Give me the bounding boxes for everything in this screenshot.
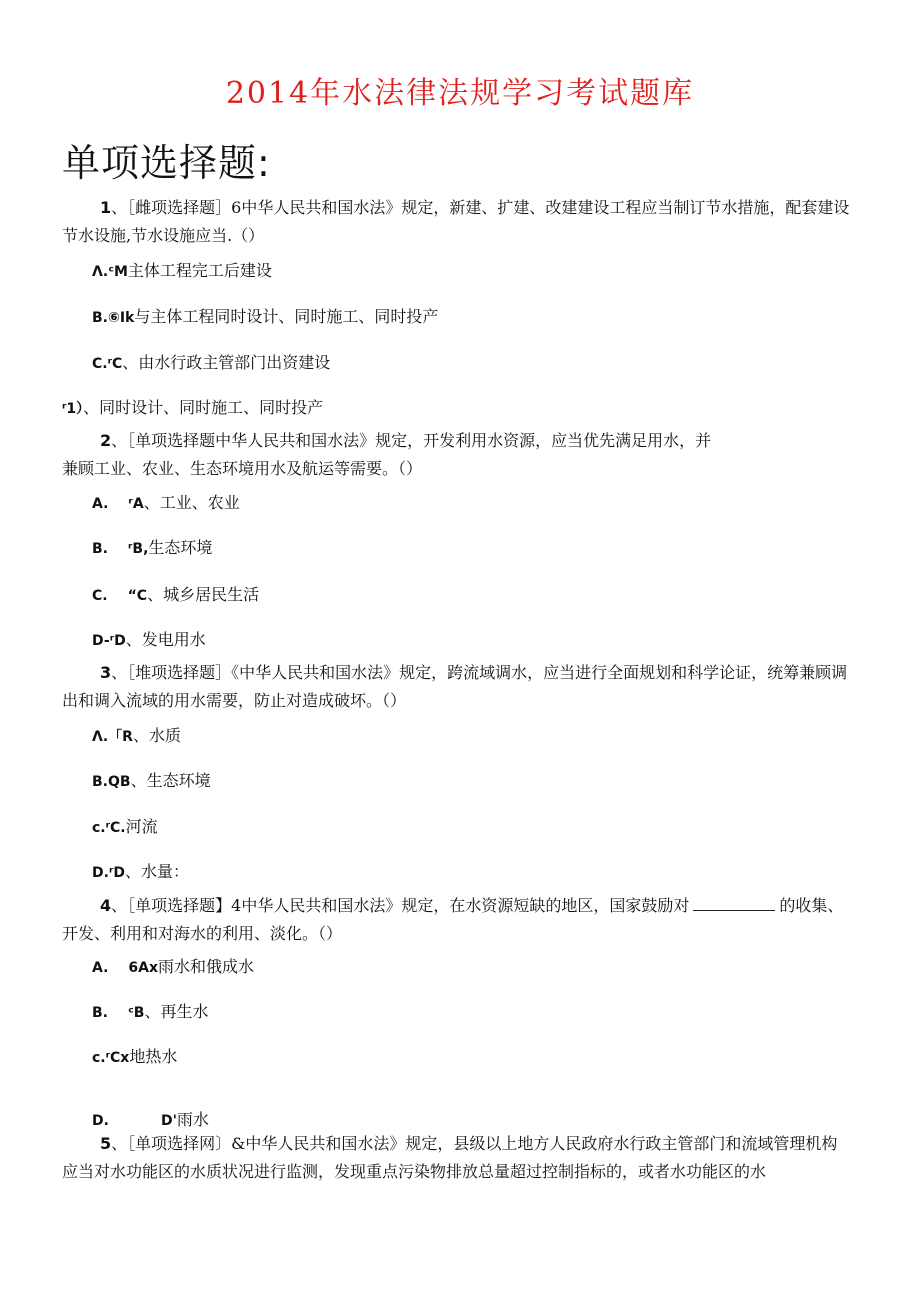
option-text: 生态环境 — [148, 538, 213, 557]
question-text: 、［堆项选择题］《中华人民共和国水法》规定，跨流域调水，应当进行全面规划和科学论证，统筹兼顾调出和调入流域的用水需要，防止对造成破坏。（） — [62, 663, 848, 710]
option-text: 、再生水 — [144, 1002, 209, 1021]
question-number: 1 — [100, 198, 112, 217]
document-title: 2014年水法律法规学习考试题库 — [225, 76, 695, 111]
option-text: 、生态环境 — [130, 771, 211, 790]
option-text: 、水量： — [124, 862, 189, 881]
question-2-line2 — [62, 455, 852, 483]
option-label: c.ʳC. — [92, 820, 126, 836]
option-d — [92, 628, 206, 653]
option-text: 、水质 — [132, 726, 181, 745]
option-label: D. — [92, 1113, 109, 1129]
option-sublabel: D' — [160, 1113, 177, 1129]
option-label: C. — [92, 588, 108, 604]
option-label: B.QB — [92, 774, 131, 790]
option-text: 、城乡居民生活 — [147, 585, 260, 604]
question-number: 4 — [100, 896, 112, 915]
option-label: D-ʳD — [92, 633, 126, 649]
option-b — [92, 536, 212, 561]
option-label: C.ʳC — [92, 356, 123, 372]
option-text: 河流 — [125, 817, 158, 836]
option-a — [92, 491, 240, 516]
option-label: A. — [92, 496, 109, 512]
option-label: D.ʳD — [92, 865, 125, 881]
option-b — [92, 769, 211, 794]
option-sublabel: ʳB, — [128, 541, 149, 557]
question-text-before-blank: 、［单项选择题】4中华人民共和国水法》规定，在水资源短缺的地区，国家鼓励对 — [111, 896, 690, 915]
section-heading: 单项选择题: — [62, 141, 271, 185]
option-text: 、发电用水 — [125, 630, 206, 649]
option-label: B.⑥Ik — [92, 310, 135, 326]
question-text-line1: 、［单项选择题中华人民共和国水法》规定，开发利用水资源，应当优先满足用水，并 — [111, 431, 712, 450]
option-b — [92, 305, 438, 330]
question-number: 5 — [100, 1134, 112, 1153]
option-a — [92, 259, 272, 284]
option-d — [62, 396, 323, 421]
option-sublabel: “C — [127, 588, 148, 604]
question-2 — [62, 427, 852, 455]
option-c — [92, 1045, 177, 1070]
option-a — [92, 724, 181, 749]
question-text-line2: 兼顾工业、农业、生态环境用水及航运等需要。（） — [62, 459, 423, 478]
question-5 — [62, 1130, 852, 1186]
option-text: 、工业、农业 — [143, 493, 240, 512]
fill-blank — [693, 896, 775, 911]
question-text-after-blank: 的收集、开发、利用和对海水的利用、淡化。（） — [62, 896, 844, 943]
question-number: 3 — [100, 663, 112, 682]
option-sublabel: ᶜB — [128, 1005, 145, 1021]
option-sublabel: 6Ax — [128, 960, 159, 976]
option-label: ʳ1） — [62, 401, 84, 417]
question-4 — [62, 892, 852, 948]
option-label: Λ.「R — [92, 729, 133, 745]
option-b — [92, 1000, 208, 1025]
option-text: 地热水 — [129, 1047, 178, 1066]
option-label: c.ʳCx — [92, 1050, 130, 1066]
option-text: 雨水和俄成水 — [158, 957, 255, 976]
option-label: Λ.ᶜM — [92, 264, 128, 280]
option-text: 、同时设计、同时施工、同时投产 — [83, 398, 324, 417]
question-number: 2 — [100, 431, 112, 450]
option-label: A. — [92, 960, 109, 976]
option-text: 、由水行政主管部门出资建设 — [122, 353, 331, 372]
question-3 — [62, 659, 852, 715]
question-1 — [62, 194, 852, 250]
option-label: B. — [92, 541, 108, 557]
option-text: 雨水 — [176, 1110, 209, 1129]
option-d — [92, 860, 189, 885]
question-text: 、［雌项选择题］6中华人民共和国水法》规定，新建、扩建、改建建设工程应当制订节水措施，配套建设节水设施,节水设施应当.（） — [62, 198, 850, 245]
option-text: 与主体工程同时设计、同时施工、同时投产 — [134, 307, 439, 326]
option-a — [92, 955, 254, 980]
option-label: B. — [92, 1005, 108, 1021]
option-text: 主体工程完工后建设 — [127, 261, 272, 280]
option-c — [92, 815, 158, 840]
option-c — [92, 351, 330, 376]
option-c — [92, 583, 259, 608]
question-text: 、［单项选择网〕&中华人民共和国水法》规定，县级以上地方人民政府水行政主管部门和流域管理机构应当对水功能区的水质状况进行监测，发现重点污染物排放总量超过控制指标的，或者水功能区的水 — [62, 1134, 838, 1181]
option-sublabel: ʳA — [128, 496, 144, 512]
